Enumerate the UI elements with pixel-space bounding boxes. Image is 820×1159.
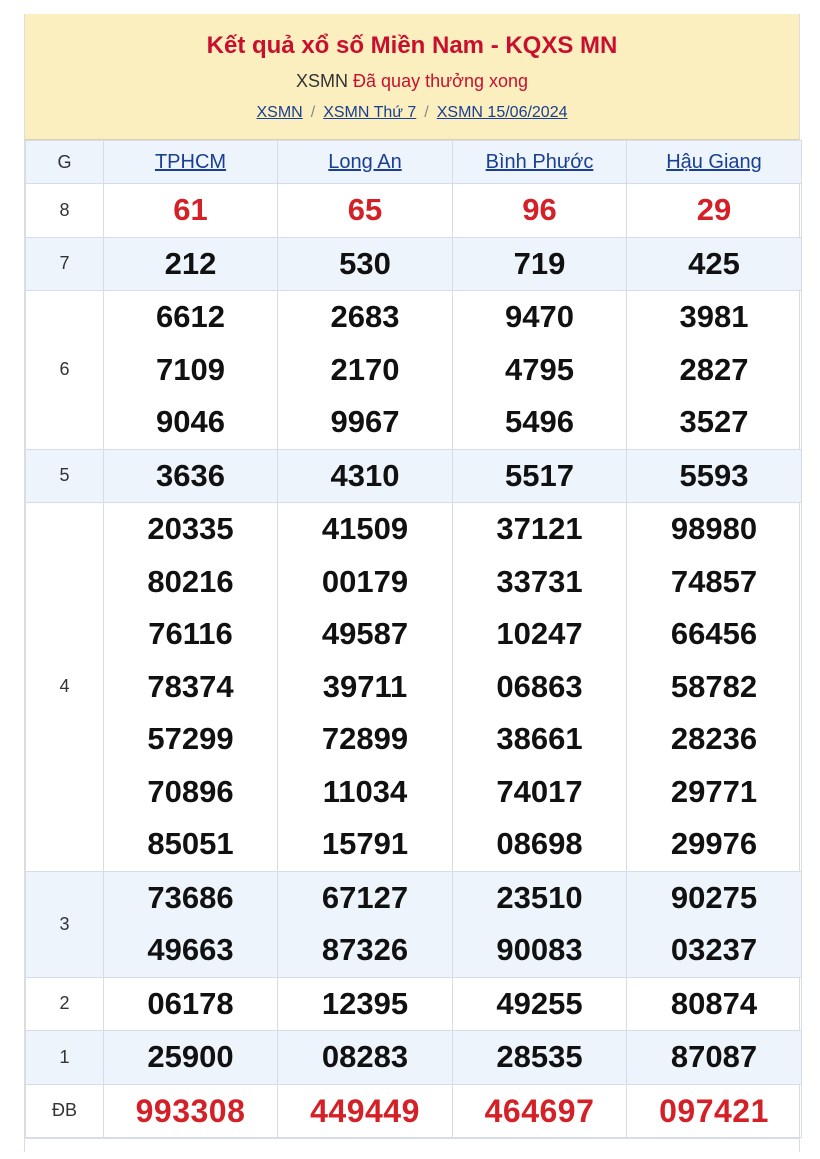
- winning-number: 28535: [496, 1039, 583, 1074]
- winning-number: 76116: [148, 616, 233, 651]
- prize-label: 6: [26, 291, 104, 450]
- prize-label: 2: [26, 977, 104, 1031]
- winning-number: 3527: [679, 404, 749, 439]
- winning-number: 33731: [496, 563, 583, 599]
- winning-number: 212: [164, 245, 217, 281]
- winning-number: 097421: [659, 1092, 769, 1129]
- winning-number: 2170: [330, 351, 400, 387]
- prize-row: [26, 449, 802, 503]
- results-card: [24, 14, 800, 1152]
- prize-label: 1: [26, 1031, 104, 1085]
- winning-number: 3981: [679, 299, 749, 334]
- province-link-hau-giang[interactable]: Hậu Giang: [666, 150, 762, 173]
- breadcrumb-xsmn-thu7[interactable]: XSMN Thứ 7: [323, 104, 417, 121]
- winning-number: 90083: [496, 932, 583, 967]
- winning-number: 28236: [670, 721, 758, 756]
- prize-cell: [453, 1084, 627, 1138]
- prize-cell: [278, 977, 453, 1031]
- prize-row: [26, 184, 802, 238]
- table-header-row: [26, 141, 802, 184]
- prize-cell: [453, 871, 627, 977]
- breadcrumb-xsmn-date[interactable]: XSMN 15/06/2024: [436, 104, 568, 121]
- winning-number: 20335: [147, 511, 234, 546]
- prize-label: 5: [26, 449, 104, 503]
- winning-number: 74017: [496, 773, 583, 809]
- prize-cell: [627, 977, 802, 1031]
- prize-cell: [453, 291, 627, 450]
- winning-number: 98980: [670, 511, 758, 546]
- winning-number: 5496: [505, 404, 574, 439]
- winning-number: 25900: [147, 1039, 234, 1074]
- prize-label: ĐB: [26, 1084, 104, 1138]
- prize-cell: [627, 184, 802, 238]
- prize-cell: [627, 291, 802, 450]
- winning-number: 29771: [670, 773, 758, 809]
- winning-number: 15791: [321, 826, 409, 861]
- winning-number: 49255: [496, 985, 583, 1021]
- winning-number: 719: [513, 245, 566, 281]
- prize-row: [26, 291, 802, 450]
- province-link-tphcm[interactable]: TPHCM: [154, 150, 227, 173]
- prize-cell: [453, 237, 627, 291]
- prize-cell: [278, 291, 453, 450]
- status-line: [25, 69, 799, 93]
- winning-number: 96: [522, 192, 557, 227]
- prize-cell: [104, 977, 278, 1031]
- prize-cell: [453, 1031, 627, 1085]
- prize-cell: [453, 503, 627, 872]
- prize-cell: [104, 1084, 278, 1138]
- prize-cell: [453, 977, 627, 1031]
- winning-number: 08698: [496, 826, 583, 861]
- province-header: [627, 141, 802, 184]
- breadcrumb-xsmn[interactable]: XSMN: [256, 104, 303, 121]
- prize-label: 3: [26, 871, 104, 977]
- winning-number: 66456: [670, 616, 758, 651]
- winning-number: 11034: [322, 773, 408, 809]
- prize-cell: [627, 503, 802, 872]
- winning-number: 9046: [156, 404, 225, 439]
- winning-number: 00179: [321, 563, 409, 599]
- prize-cell: [627, 237, 802, 291]
- winning-number: 08283: [321, 1039, 409, 1074]
- prize-label: 8: [26, 184, 104, 238]
- winning-number: 10247: [496, 616, 583, 651]
- prize-cell: [278, 1084, 453, 1138]
- page-title: Kết quả xổ số Miền Nam - KQXS MN: [206, 32, 618, 59]
- winning-number: 73686: [147, 879, 234, 915]
- winning-number: 87326: [321, 932, 409, 967]
- winning-number: 87087: [670, 1039, 758, 1074]
- winning-number: 67127: [321, 879, 409, 915]
- prize-cell: [104, 1031, 278, 1085]
- prize-cell: [104, 237, 278, 291]
- prize-cell: [104, 291, 278, 450]
- winning-number: 6612: [156, 299, 225, 334]
- winning-number: 74857: [670, 563, 758, 599]
- prize-cell: [627, 449, 802, 503]
- prize-cell: [627, 1031, 802, 1085]
- results-table-body: [26, 184, 802, 1138]
- winning-number: 4795: [505, 351, 574, 387]
- prize-cell: [278, 1031, 453, 1085]
- winning-number: 65: [347, 192, 383, 227]
- prize-cell: [453, 184, 627, 238]
- winning-number: 41509: [321, 511, 409, 546]
- prize-cell: [278, 871, 453, 977]
- status-code: XSMN: [296, 71, 349, 91]
- status-text: Đã quay thưởng xong: [353, 71, 528, 91]
- breadcrumb-separator: /: [310, 104, 316, 121]
- prize-cell: [104, 184, 278, 238]
- prize-cell: [278, 449, 453, 503]
- winning-number: 2827: [679, 351, 749, 387]
- winning-number: 23510: [496, 879, 583, 915]
- prize-cell: [453, 449, 627, 503]
- prize-column-header: G: [26, 141, 104, 184]
- prize-cell: [104, 449, 278, 503]
- winning-number: 993308: [135, 1092, 246, 1129]
- prize-cell: [278, 237, 453, 291]
- winning-number: 530: [339, 245, 391, 281]
- winning-number: 78374: [147, 668, 234, 704]
- province-header: [278, 141, 453, 184]
- winning-number: 57299: [147, 721, 234, 756]
- winning-number: 2683: [330, 299, 400, 334]
- province-link-long-an[interactable]: Long An: [328, 150, 402, 173]
- prize-row: [26, 1031, 802, 1085]
- winning-number: 49663: [147, 932, 234, 967]
- province-link-binh-phuoc[interactable]: Bình Phước: [485, 150, 594, 173]
- winning-number: 5593: [679, 457, 749, 493]
- winning-number: 06863: [496, 668, 583, 704]
- prize-cell: [104, 503, 278, 872]
- winning-number: 80874: [670, 985, 758, 1021]
- winning-number: 03237: [670, 932, 758, 967]
- winning-number: 449449: [310, 1092, 420, 1129]
- winning-number: 70896: [147, 773, 234, 809]
- winning-number: 29976: [670, 826, 758, 861]
- prize-label: 4: [26, 503, 104, 872]
- winning-number: 90275: [670, 879, 758, 915]
- winning-number: 38661: [496, 721, 583, 756]
- winning-number: 72899: [321, 721, 409, 756]
- prize-row: [26, 503, 802, 872]
- prize-row: [26, 237, 802, 291]
- prize-row: [26, 871, 802, 977]
- winning-number: 37121: [496, 511, 583, 546]
- winning-number: 80216: [147, 563, 234, 599]
- winning-number: 29: [696, 192, 732, 227]
- province-header: [453, 141, 627, 184]
- prize-row: [26, 977, 802, 1031]
- winning-number: 7109: [156, 351, 225, 387]
- winning-number: 464697: [484, 1092, 595, 1129]
- winning-number: 9470: [505, 299, 574, 334]
- prize-label: 7: [26, 237, 104, 291]
- winning-number: 3636: [156, 457, 225, 493]
- prize-cell: [278, 184, 453, 238]
- winning-number: 39711: [322, 668, 408, 704]
- winning-number: 425: [688, 245, 740, 281]
- winning-number: 61: [173, 192, 208, 227]
- table-footer: [25, 1138, 799, 1159]
- prize-row: [26, 1084, 802, 1138]
- winning-number: 12395: [321, 985, 409, 1021]
- winning-number: 85051: [147, 826, 234, 861]
- winning-number: 49587: [321, 616, 409, 651]
- winning-number: 58782: [670, 668, 758, 704]
- prize-cell: [627, 871, 802, 977]
- results-table: [25, 140, 802, 1138]
- winning-number: 5517: [505, 457, 574, 493]
- breadcrumb-separator: /: [424, 104, 429, 121]
- results-header: [25, 14, 799, 140]
- province-header: [104, 141, 278, 184]
- winning-number: 9967: [330, 404, 400, 439]
- prize-cell: [627, 1084, 802, 1138]
- prize-cell: [104, 871, 278, 977]
- breadcrumb: [25, 103, 799, 123]
- winning-number: 06178: [147, 985, 234, 1021]
- winning-number: 4310: [330, 457, 400, 493]
- prize-cell: [278, 503, 453, 872]
